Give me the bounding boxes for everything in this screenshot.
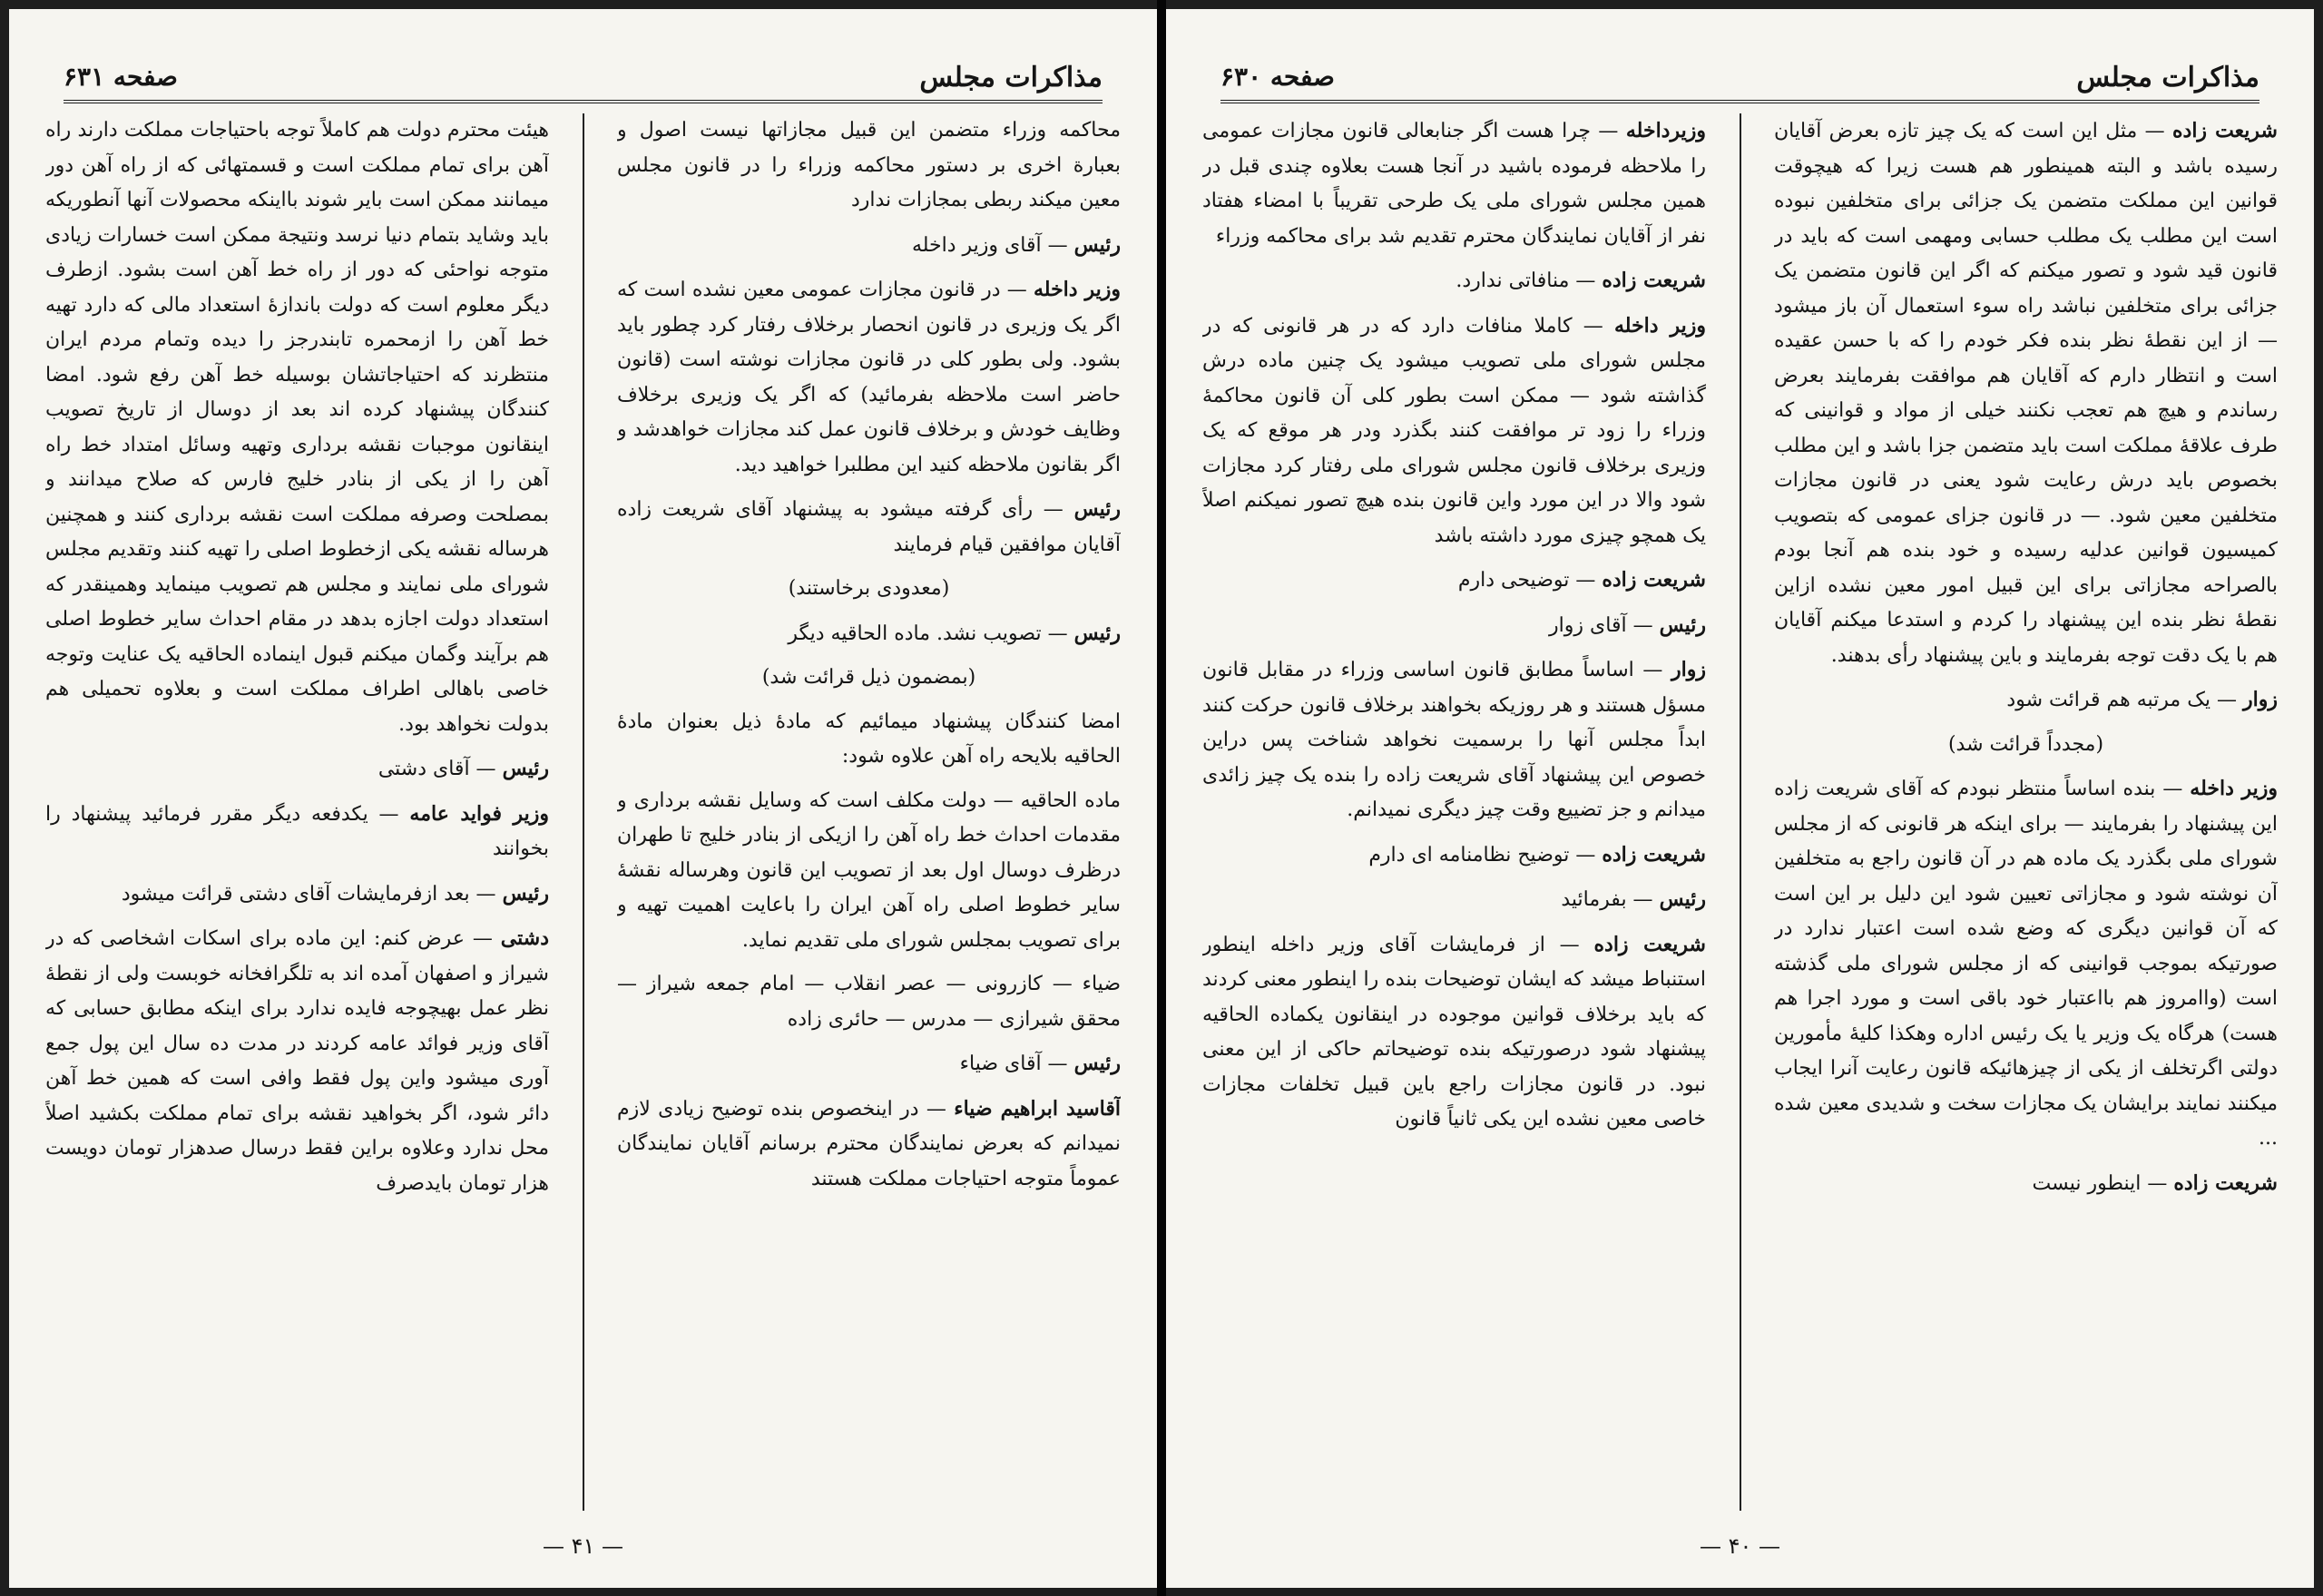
speaker-name: وزیر داخله (1614, 313, 1706, 338)
paragraph-text: ضیاء — کازرونى — عصر انقلاب — امام جمعه شیراز — محقق شیرازى — مدرس — حائرى زاده (617, 973, 1121, 1031)
paragraph-text: — رأى گرفته میشود به پیشنهاد آقاى شریعت زاده آقایان موافقین قیام فرمایند (617, 498, 1121, 556)
left-header-rule (64, 100, 1103, 103)
paragraph-text: — توضیح نظامنامه اى دارم (1368, 843, 1603, 867)
speaker-name: شریعت زاده (1602, 568, 1706, 592)
right-page-footer: — ۴۰ — (1699, 1533, 1781, 1559)
paragraph-text: — کاملا منافات دارد که در هر قانونى که در مجلس شوراى ملى تصویب میشود یک چنین ماده درش گذاشته شود — ممکن است بطور کلى آن قانون محاکمهٔ وزراء را زود تر موافقت کنند بگذرد ودر هر موقع که یک وزیرى برخلاف قانون مجلس شوراى ملى رفتار کرد مجازات شود والا در این مورد واین قانون بنده هیچ تصور نمیکنم اصلاً یک همچو چیزى مورد داشته باشد (1202, 314, 1706, 547)
right-page-right-column (1774, 113, 2278, 1502)
paragraph (617, 113, 1121, 219)
paragraph (1774, 728, 2278, 763)
paragraph-text: — آقاى دشتى (377, 758, 503, 780)
paragraph-text: — از فرمایشات آقاى وزیر داخله اینطور استنباط میشد که ایشان توضیحات بنده را اینطور معنى کردند که باید برخلاف قوانین موجوده در اینقانون یکماده الحاقیه پیشنهاد شود درصورتیکه بنده توضیحاتم حاکى از این معنى نبود. در قانون مجازات راجع باین قبیل تخلفات مجازات خاصى معین نشده این یکى ثانیاً قانون (1202, 933, 1706, 1131)
paragraph-text: — عرض کنم: این ماده براى اسکات اشخاصى که در شیراز و اصفهان آمده اند به تلگرافخانه خوبست ولى از نقطهٔ نظر عمل بهیچوجه فایده ندارد براى اینکه مطابق حسابى که آقاى وزیر فوائد عامه کردند در مدت ده سال این پول جمع آورى میشود واین پول فقط وافى است که همین خط آهن دائر شود، اگر بخواهید نقشه براى تمام مملکت بکشید اصلاً محل ندارد وعلاوه براین فقط درسال صدهزار تومان دویست هزار تومان بایدصرف (45, 927, 549, 1195)
paragraph-text: — توضیحى دارم (1457, 569, 1603, 592)
paragraph-text: — بنده اساساً منتظر نبودم که آقاى شریعت زاده این پیشنهاد را بفرمایند — براى اینکه هر قانونى که از مجلس شوراى ملى بگذرد یک ماده هم در آن قانون راجع به متخلفین آن نوشته شود و مجازاتى تعیین شود این دلیل بر این است که آن قوانین دیگرى که وضع شده است اعتبار ندارد در صورتیکه بموجب قوانینى که از مجلس شوراى ملى گذشته است (واامروز هم بااعتبار خود باقى است و مورد اجرا هم هست) هرگاه یک وزیر یا یک رئیس اداره وهکذا کلیهٔ مأمورین دولتى اگرتخلف از یکى از چیزهائیکه قانون رعایت آنرا ایجاب میکنند نمایند برایشان یک مجازات سخت و شدیدى معین شده ... (1774, 778, 2278, 1150)
paragraph (45, 921, 549, 1201)
paragraph-text: هیئت محترم دولت هم کاملاً توجه باحتیاجات مملکت دارند راه آهن براى تمام مملکت است و قسمتهائى که از راه آهن دور میمانند ممکن است بایر شوند بااینکه محصولات آنها آنطوریکه باید وشاید بتمام دنیا نرسد ونتیجة ممکن است خسارات زیادى متوجه نواحئى که دور از راه خط آهن است بشود. ازطرف دیگر معلوم است که دولت باندازهٔ استعداد مالى که دارد تهیه خط آهن را ازمحمره تابندرجز را دیده وتمام مردم ایران منتظرند که احتیاجاتشان بوسیله خط آهن رفع شود. امضا کنندگان پیشنهاد کرده اند بعد از دوسال از تاریخ تصویب اینقانون موجبات نقشه بردارى وتهیه وسائل امتداد خط راه آهن را از یکى از بنادر خلیج فارس که صلاح میدانند و بمصلحت وصرفه مملکت است نقشه بردارى کنند و همچنین هرساله نقشه یکى ازخطوط اصلى را تهیه کنند وتقدیم مجلس شوراى ملى نمایند و مجلس هم تصویب مینماید وهمینقدر که استعداد دولت اجازه بدهد در مقام احداث سایر خطوط اصلى هم برآیند وگمان میکنم قبول اینماده الحاقیه یک عنایت وتوجه خاصى باهالى اطراف مملکت است و بعلاوه تحمیلى هم بدولت نخواهد بود. (45, 119, 549, 736)
paragraph-text: (معدودى برخاستند) (788, 577, 950, 600)
paragraph-text: — در اینخصوص بنده توضیح زیادى لازم نمیدانم که بعرض نمایندگان محترم برسانم آقایان نمایندگان عموماً متوجه احتیاجات مملکت هستند (617, 1097, 1121, 1190)
paragraph-text: — یک مرتبه هم قرائت شود (2006, 689, 2244, 711)
speaker-name: وزیرداخله (1625, 119, 1706, 142)
paragraph (617, 1046, 1121, 1082)
speaker-name: زوار (1671, 658, 1706, 681)
speaker-name: رئیس (502, 757, 549, 780)
right-column-divider (1740, 113, 1741, 1511)
paragraph-text: — تصویب نشد. ماده الحاقیه دیگر (788, 622, 1074, 645)
paragraph (617, 1092, 1121, 1198)
paragraph (617, 661, 1121, 696)
paragraph (1202, 652, 1706, 828)
speaker-name: آقاسید ابراهیم ضیاء (954, 1096, 1121, 1121)
paragraph-text: — چرا هست اگر جنابعالى قانون مجازات عمومى را ملاحظه فرموده باشید در آنجا هست بعلاوه چندى قبل در همین مجلس شوراى ملى یک طرحى تقریباً با امضاء هفتاد نفر از آقایان نمایندگان محترم تقدیم شد براى محاکمه وزراء (1202, 120, 1706, 248)
paragraph (617, 228, 1121, 264)
paragraph (1202, 837, 1706, 874)
right-running-head (1220, 62, 2259, 103)
paragraph (617, 272, 1121, 483)
speaker-name: وزیر فواید عامه (409, 801, 549, 826)
left-column-divider (583, 113, 584, 1511)
speaker-name: دشتى (500, 926, 549, 950)
paragraph (617, 572, 1121, 607)
right-header-rule (1220, 100, 2259, 103)
paragraph-text: — در قانون مجازات عمومى معین نشده است که اگر یک وزیرى در قانون انحصار برخلاف رفتار کرد چطور باید بشود. ولى بطور کلى در قانون مجازات نوشته است (قانون حاضر است ملاحظه بفرمائید) که اگر یک وزیرى برخلاف وظایف خودش و برخلاف قانون عمل کند مجازات خواهدشد و اگر بقانون ملاحظه کنید این مطلبرا خواهید دید. (617, 279, 1121, 476)
left-header-title: مذاکرات مجلس (919, 62, 1103, 93)
paragraph (617, 705, 1121, 775)
paragraph-text: — آقاى زوار (1549, 613, 1660, 637)
paragraph-text: محاکمه وزراء متضمن این قبیل مجازاتها نیست اصول و بعبارة اخرى بر دستور محاکمه وزراء را در قانون مجلس معین میکند ربطى بمجازات ندارد (617, 119, 1121, 211)
paragraph (617, 967, 1121, 1037)
paragraph-text: — اساساً مطابق قانون اساسى وزراء در مقابل قانون مسؤل هستند و هر روزیکه بخواهند برخلاف قانون حرکت کنند ابداً مجلس آنها را برسمیت نخواهد شناخت پس دراین خصوص این پیشنهاد آقاى شریعت زاده را بنده یک چیز زائدى میدانم و جز تضییع وقت چیز دیگرى نمیدانم. (1202, 659, 1706, 821)
paragraph (1774, 682, 2278, 719)
speaker-name: رئیس (1073, 497, 1121, 521)
paragraph-text: امضا کنندگان پیشنهاد میمائیم که مادهٔ ذیل بعنوان مادهٔ الحاقیه بلایحه راه آهن علاوه شود: (617, 710, 1121, 768)
left-page-footer: — ۴۱ — (542, 1533, 624, 1559)
paragraph-text: — آقاى وزیر داخله (911, 233, 1074, 257)
paragraph-text: — یکدفعه دیگر مقرر فرمائید پیشنهاد را بخوانند (45, 802, 549, 860)
paragraph (45, 113, 549, 742)
paragraph (45, 751, 549, 788)
book-gutter (1157, 0, 1166, 1596)
paragraph (1202, 927, 1706, 1138)
left-page-left-column (45, 113, 549, 1502)
paragraph-text: — اینطور نیست (2032, 1171, 2174, 1195)
paragraph-text: — بفرمائید (1561, 888, 1660, 911)
paragraph (1774, 1166, 2278, 1202)
paragraph (1202, 113, 1706, 254)
paragraph-text: (مجدداً قرائت شد) (1947, 732, 2104, 756)
right-header-title: مذاکرات مجلس (2076, 62, 2259, 93)
speaker-name: رئیس (1073, 621, 1121, 645)
speaker-name: وزیر داخله (1033, 278, 1121, 301)
speaker-name: شریعت زاده (2173, 1170, 2278, 1195)
left-page (9, 9, 1157, 1588)
paragraph (617, 784, 1121, 959)
paragraph (1774, 113, 2278, 673)
left-running-head (64, 62, 1103, 103)
right-page-label: صفحه ۶۳۰ (1220, 62, 1335, 92)
paragraph (45, 797, 549, 867)
paragraph-text: ماده الحاقیه — دولت مکلف است که وسایل نقشه بردارى و مقدمات احداث خط راه آهن را ازیکى از بنادر خلیج تا طهران درظرف دوسال اول بعد از تصویب این قانون وهرساله نقشهٔ سایر خطوط اصلى راه آهن ایران را باعایت اهمیت تهیه و براى تصویب بمجلس شوراى ملى تقدیم نماید. (617, 788, 1121, 952)
speaker-name: شریعت زاده (1593, 932, 1706, 956)
paragraph-text: — منافاتى ندارد. (1456, 269, 1603, 292)
paragraph-text: — آقاى ضیاء (959, 1053, 1074, 1075)
paragraph-text: — مثل این است که یک چیز تازه بعرض آقایان رسیده باشد و البته همینطور هم هست زیرا که هیچوقت قوانین این مملکت متضمن یک جزائى براى متخلفین نبوده است این مطلب یک مطلب حسابى ومهمى است که باید در قانون قید شود و تصور میکنم که اگر این قانون متضمن یک جزائى براى متخلفین نباشد راه سوء استعمال آن باز میشود — از این نقطهٔ نظر بنده فکر خودم را که با حسن عقیده است و انتظار دارم که آقایان هم موافقت بفرمایند بعرض رساندم و هیچ هم تعجب نکنند خیلى از مواد و قوانینى که طرف علاقهٔ مملکت است باید متضمن جزا باشد و این مطلب بخصوص باید درش رعایت شود یعنى در قانون مجازات متخلفین معین شود. — در قانون جزاى عمومى که بتصویب کمیسیون قوانین عدلیه رسیده و خود بنده هم آنجا بودم بالصراحه مجازاتى براى این قبیل امور معین نشده ازاین نقطهٔ نظر بنده این پیشنهاد را کردم و استدعا میکنم آقایان هم با یک دقت توجه بفرمایند و باین پیشنهاد رأى بدهند. (1774, 120, 2278, 667)
paragraph (1202, 263, 1706, 299)
paragraph-text: — بعد ازفرمایشات آقاى دشتى قرائت میشود (121, 882, 503, 906)
paragraph (1774, 771, 2278, 1157)
paragraph (1202, 608, 1706, 644)
speaker-name: شریعت زاده (1602, 842, 1706, 867)
speaker-name: رئیس (1073, 1052, 1121, 1075)
right-page-left-column (1202, 113, 1706, 1502)
paragraph (617, 492, 1121, 563)
paragraph (617, 616, 1121, 652)
speaker-name: رئیس (502, 881, 549, 906)
paragraph (1202, 882, 1706, 918)
left-page-label: صفحه ۶۳۱ (64, 62, 178, 92)
paragraph (1202, 563, 1706, 599)
speaker-name: زوار (2243, 688, 2278, 711)
paragraph-text: (بمضمون ذیل قرائت شد) (761, 666, 976, 689)
right-page (1166, 9, 2314, 1588)
speaker-name: شریعت زاده (1602, 269, 1706, 292)
speaker-name: رئیس (1073, 232, 1121, 257)
speaker-name: رئیس (1659, 612, 1706, 637)
speaker-name: رئیس (1659, 887, 1706, 911)
left-page-right-column (617, 113, 1121, 1502)
paragraph (1202, 308, 1706, 554)
speaker-name: وزیر داخله (2190, 777, 2278, 800)
paragraph (45, 876, 549, 913)
speaker-name: شریعت زاده (2172, 119, 2278, 142)
